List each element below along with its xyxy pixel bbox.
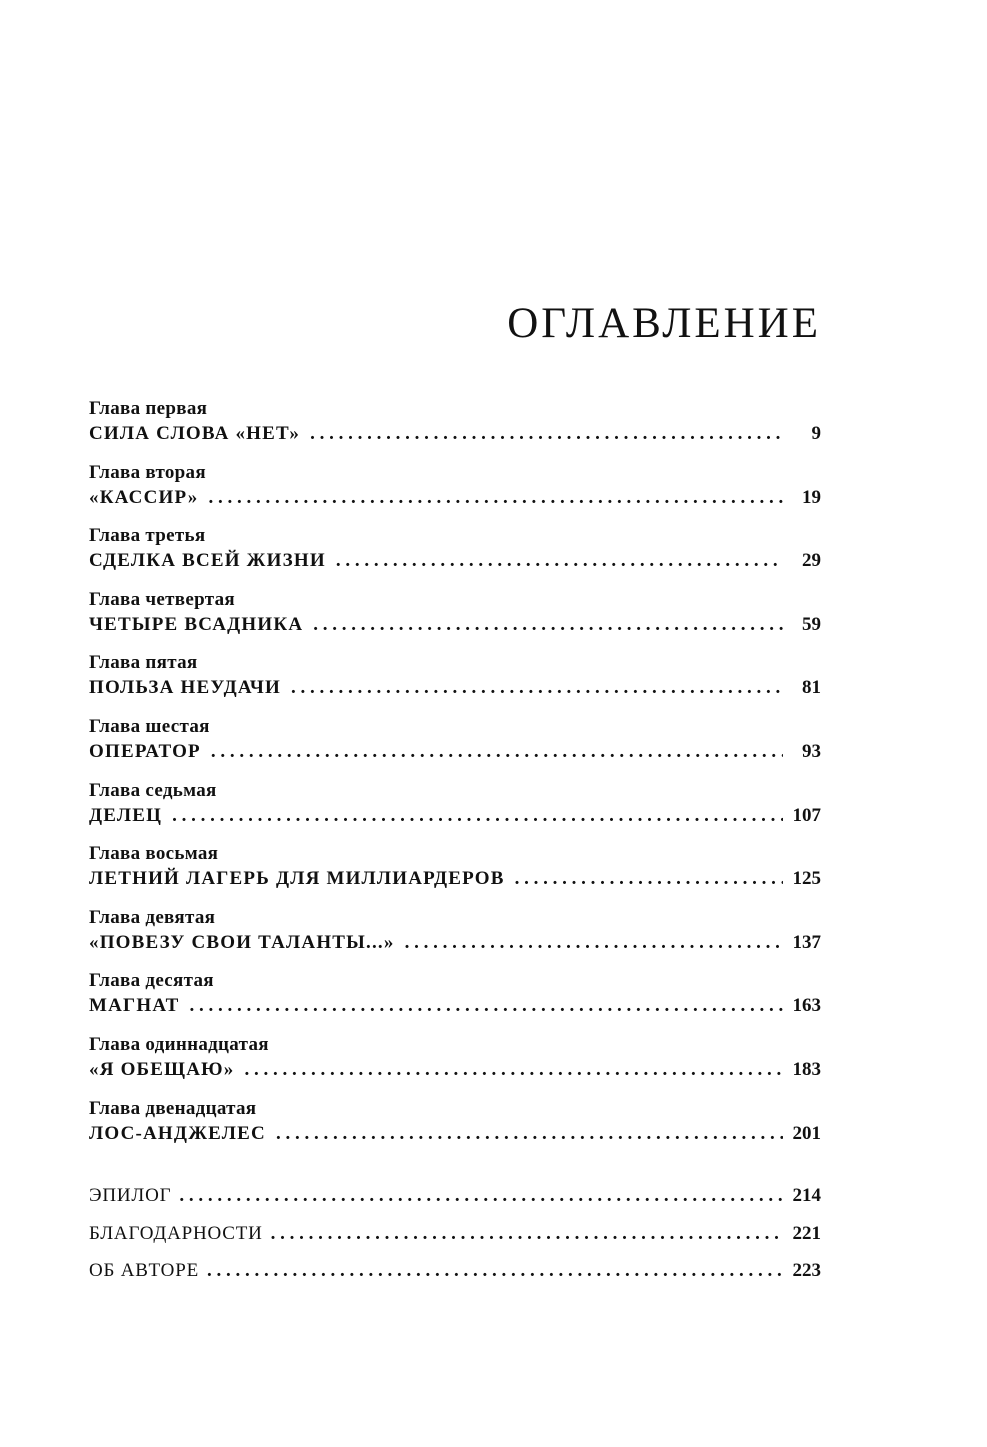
dot-leader [208, 485, 783, 511]
chapter-title-line [89, 930, 821, 956]
dot-leader [405, 930, 783, 956]
chapter-title: ЛЕТНИЙ ЛАГЕРЬ ДЛЯ МИЛЛИАРДЕРОВ [89, 868, 505, 890]
page-number: 19 [802, 486, 821, 508]
chapter-entry[interactable] [89, 1032, 821, 1096]
chapter-entry[interactable] [89, 650, 821, 714]
page-number: 214 [792, 1185, 821, 1207]
page-number: 223 [792, 1260, 821, 1282]
chapter-entry[interactable] [89, 523, 821, 587]
dot-leader [313, 612, 783, 638]
chapter-title-line [89, 421, 821, 447]
page-number: 183 [792, 1058, 821, 1080]
back-matter-entry[interactable] [89, 1177, 821, 1215]
chapter-title-line [89, 803, 821, 829]
chapter-title: ЛОС-АНДЖЕЛЕС [89, 1122, 266, 1144]
chapter-entry[interactable] [89, 905, 821, 969]
chapter-entry[interactable] [89, 841, 821, 905]
dot-leader [172, 803, 783, 829]
chapter-title: ДЕЛЕЦ [89, 804, 163, 826]
chapter-label: Глава пятая [89, 652, 198, 674]
chapter-entry[interactable] [89, 714, 821, 778]
dot-leader [179, 1177, 783, 1215]
page-title: ОГЛАВЛЕНИЕ [507, 300, 821, 347]
chapter-title: МАГНАТ [89, 995, 180, 1017]
chapter-label: Глава седьмая [89, 779, 217, 801]
dot-leader [189, 993, 783, 1019]
back-matter-entry[interactable] [89, 1252, 821, 1290]
chapter-title: «КАССИР» [89, 486, 199, 508]
chapter-title-line [89, 1057, 821, 1083]
page-number: 221 [792, 1222, 821, 1244]
chapter-title-line [89, 739, 821, 765]
dot-leader [310, 421, 783, 447]
chapter-title-line [89, 993, 821, 1019]
chapter-entry[interactable] [89, 396, 821, 460]
dot-leader [336, 548, 783, 574]
page-number: 59 [802, 613, 821, 635]
page-number: 93 [802, 740, 821, 762]
back-matter-list [89, 1177, 821, 1290]
dot-leader [244, 1057, 783, 1083]
dot-leader [515, 866, 783, 892]
dot-leader [276, 1121, 783, 1147]
chapter-label: Глава четвертая [89, 588, 235, 610]
chapter-title-line [89, 548, 821, 574]
page-number: 107 [792, 804, 821, 826]
dot-leader [291, 675, 783, 701]
dot-leader [271, 1215, 783, 1253]
chapter-entry[interactable] [89, 778, 821, 842]
chapter-title: ОПЕРАТОР [89, 740, 201, 762]
chapter-title-line [89, 866, 821, 892]
back-matter-title: ОБ АВТОРЕ [89, 1260, 199, 1282]
chapter-entry[interactable] [89, 587, 821, 651]
chapter-title-line [89, 675, 821, 701]
chapter-title: ЧЕТЫРЕ ВСАДНИКА [89, 613, 304, 635]
dot-leader [211, 739, 783, 765]
chapter-title: ПОЛЬЗА НЕУДАЧИ [89, 677, 282, 699]
back-matter-title: БЛАГОДАРНОСТИ [89, 1222, 263, 1244]
page-number: 29 [802, 550, 821, 572]
page-number: 137 [792, 931, 821, 953]
chapter-title: СДЕЛКА ВСЕЙ ЖИЗНИ [89, 550, 326, 572]
chapter-title-line [89, 485, 821, 511]
chapter-label: Глава первая [89, 398, 208, 419]
back-matter-title: ЭПИЛОГ [89, 1185, 172, 1207]
chapter-title: СИЛА СЛОВА «НЕТ» [89, 423, 301, 444]
chapter-entry[interactable] [89, 460, 821, 524]
chapter-label: Глава третья [89, 525, 206, 547]
page-number: 201 [792, 1122, 821, 1144]
page-number: 81 [802, 677, 821, 699]
chapter-label: Глава двенадцатая [89, 1097, 257, 1119]
back-matter-entry[interactable] [89, 1215, 821, 1253]
chapter-label: Глава вторая [89, 461, 206, 483]
chapter-title-line [89, 612, 821, 638]
page-number: 163 [792, 995, 821, 1017]
chapter-label: Глава одиннадцатая [89, 1033, 269, 1055]
table-of-contents [89, 396, 821, 1290]
chapter-label: Глава десятая [89, 970, 214, 992]
chapter-title: «Я ОБЕЩАЮ» [89, 1058, 235, 1080]
page-number: 9 [811, 423, 821, 444]
chapter-entry[interactable] [89, 1096, 821, 1160]
chapter-label: Глава восьмая [89, 843, 219, 865]
chapter-label: Глава шестая [89, 715, 210, 737]
chapter-entry[interactable] [89, 968, 821, 1032]
chapter-title: «ПОВЕЗУ СВОИ ТАЛАНТЫ...» [89, 931, 395, 953]
page-number: 125 [792, 868, 821, 890]
dot-leader [207, 1252, 783, 1290]
chapter-label: Глава девятая [89, 906, 216, 928]
chapter-title-line [89, 1121, 821, 1147]
